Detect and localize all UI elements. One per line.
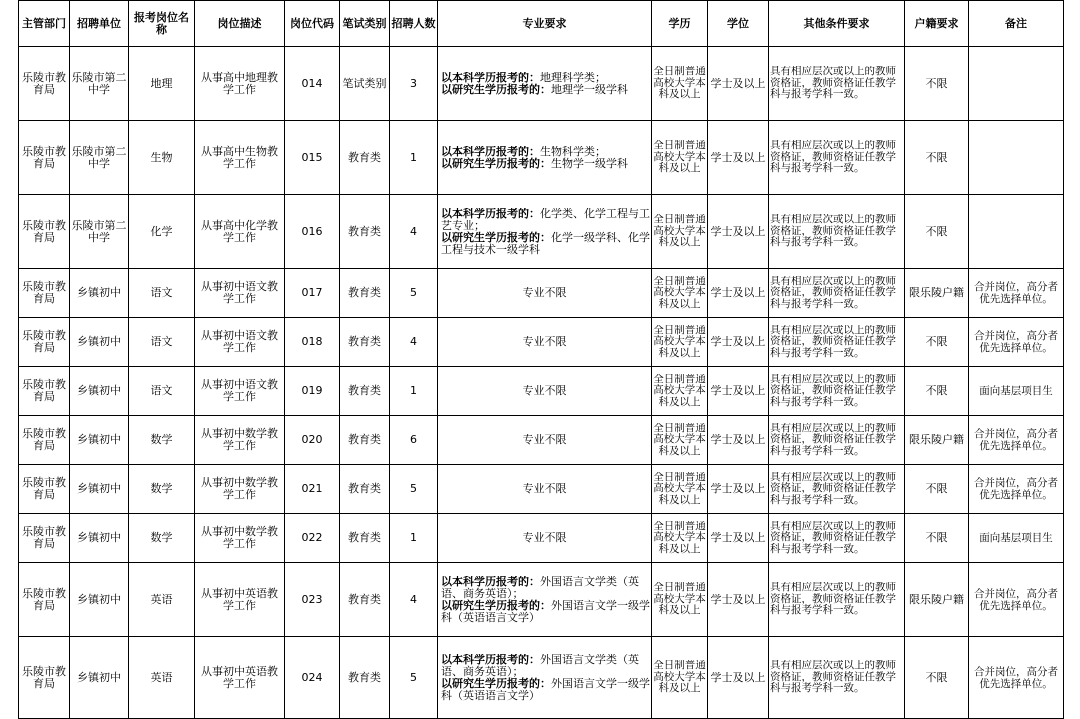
table-row [19, 367, 1064, 416]
major-text: 地理科学类； [540, 71, 606, 84]
post-cell: 语文 [129, 367, 195, 416]
hukou-cell: 不限 [905, 47, 969, 121]
edu-cell: 全日制普通高校大学本科及以上 [652, 637, 708, 719]
post-cell: 语文 [129, 269, 195, 318]
major-cell [438, 465, 652, 514]
table-row [19, 318, 1064, 367]
dept-cell: 乐陵市教育局 [19, 195, 70, 269]
count-cell: 1 [390, 367, 438, 416]
code-cell: 019 [285, 367, 340, 416]
count-cell: 3 [390, 47, 438, 121]
major-cell [438, 514, 652, 563]
desc-cell: 从事初中数学教学工作 [195, 465, 285, 514]
category-cell: 笔试类别 [340, 47, 390, 121]
other-cell: 具有相应层次或以上的教师资格证，教师资格证任教学科与报考学科一致。 [769, 121, 905, 195]
other-cell: 具有相应层次或以上的教师资格证，教师资格证任教学科与报考学科一致。 [769, 367, 905, 416]
degree-cell: 学士及以上 [708, 514, 769, 563]
remark-cell: 面向基层项目生 [969, 514, 1064, 563]
remark-cell: 合并岗位，高分者优先选择单位。 [969, 269, 1064, 318]
table-row [19, 121, 1064, 195]
dept-cell: 乐陵市教育局 [19, 121, 70, 195]
unit-cell: 乡镇初中 [70, 637, 129, 719]
degree-cell: 学士及以上 [708, 121, 769, 195]
remark-cell [969, 121, 1064, 195]
hukou-cell: 不限 [905, 637, 969, 719]
col-header: 岗位描述 [195, 1, 285, 47]
hukou-cell: 不限 [905, 465, 969, 514]
major-cell [438, 318, 652, 367]
desc-cell: 从事高中化学教学工作 [195, 195, 285, 269]
edu-cell: 全日制普通高校大学本科及以上 [652, 416, 708, 465]
other-cell: 具有相应层次或以上的教师资格证，教师资格证任教学科与报考学科一致。 [769, 465, 905, 514]
code-cell: 020 [285, 416, 340, 465]
unit-cell: 乡镇初中 [70, 367, 129, 416]
category-cell: 教育类 [340, 367, 390, 416]
degree-cell: 学士及以上 [708, 47, 769, 121]
major-text: 专业不限 [522, 532, 567, 544]
table-row [19, 416, 1064, 465]
edu-cell: 全日制普通高校大学本科及以上 [652, 465, 708, 514]
remark-cell: 合并岗位，高分者优先选择单位。 [969, 637, 1064, 719]
recruitment-table [18, 0, 1064, 719]
unit-cell: 乡镇初中 [70, 514, 129, 563]
code-cell: 016 [285, 195, 340, 269]
table-row [19, 637, 1064, 719]
major-text: 外国语言文学一级学科（英语语言文学） [441, 598, 650, 624]
dept-cell: 乐陵市教育局 [19, 465, 70, 514]
major-label: 以研究生学历报考的： [441, 676, 551, 690]
col-header: 学位 [708, 1, 769, 47]
degree-cell: 学士及以上 [708, 637, 769, 719]
remark-cell: 面向基层项目生 [969, 367, 1064, 416]
degree-cell: 学士及以上 [708, 465, 769, 514]
remark-cell: 合并岗位，高分者优先选择单位。 [969, 318, 1064, 367]
unit-cell: 乡镇初中 [70, 465, 129, 514]
table-body [19, 47, 1064, 719]
desc-cell: 从事初中数学教学工作 [195, 416, 285, 465]
table-row [19, 195, 1064, 269]
major-text: 专业不限 [522, 287, 567, 299]
major-label: 以研究生学历报考的： [441, 156, 551, 170]
remark-cell: 合并岗位，高分者优先选择单位。 [969, 563, 1064, 637]
count-cell: 4 [390, 195, 438, 269]
degree-cell: 学士及以上 [708, 318, 769, 367]
major-text: 专业不限 [522, 385, 567, 397]
code-cell: 015 [285, 121, 340, 195]
category-cell: 教育类 [340, 637, 390, 719]
major-label: 以本科学历报考的： [441, 575, 540, 588]
category-cell: 教育类 [340, 121, 390, 195]
table-row [19, 514, 1064, 563]
edu-cell: 全日制普通高校大学本科及以上 [652, 47, 708, 121]
count-cell: 5 [390, 269, 438, 318]
remark-cell: 合并岗位，高分者优先选择单位。 [969, 416, 1064, 465]
col-header: 备注 [969, 1, 1064, 47]
major-cell [438, 367, 652, 416]
category-cell: 教育类 [340, 318, 390, 367]
count-cell: 6 [390, 416, 438, 465]
major-cell [438, 416, 652, 465]
major-label: 以本科学历报考的： [441, 145, 540, 158]
degree-cell: 学士及以上 [708, 269, 769, 318]
edu-cell: 全日制普通高校大学本科及以上 [652, 269, 708, 318]
col-header: 岗位代码 [285, 1, 340, 47]
degree-cell: 学士及以上 [708, 416, 769, 465]
degree-cell: 学士及以上 [708, 563, 769, 637]
post-cell: 英语 [129, 637, 195, 719]
count-cell: 5 [390, 637, 438, 719]
major-text: 专业不限 [522, 336, 567, 348]
hukou-cell: 不限 [905, 514, 969, 563]
major-cell [438, 563, 652, 637]
edu-cell: 全日制普通高校大学本科及以上 [652, 367, 708, 416]
code-cell: 021 [285, 465, 340, 514]
major-label: 以研究生学历报考的： [441, 230, 551, 244]
remark-cell [969, 47, 1064, 121]
category-cell: 教育类 [340, 465, 390, 514]
dept-cell: 乐陵市教育局 [19, 514, 70, 563]
major-text: 生物学一级学科 [551, 156, 628, 170]
major-text: 地理学一级学科 [551, 82, 628, 96]
col-header: 笔试类别 [340, 1, 390, 47]
dept-cell: 乐陵市教育局 [19, 367, 70, 416]
unit-cell: 乐陵市第二中学 [70, 195, 129, 269]
other-cell: 具有相应层次或以上的教师资格证，教师资格证任教学科与报考学科一致。 [769, 637, 905, 719]
desc-cell: 从事初中语文教学工作 [195, 367, 285, 416]
major-label: 以本科学历报考的： [441, 653, 540, 666]
category-cell: 教育类 [340, 416, 390, 465]
count-cell: 1 [390, 514, 438, 563]
hukou-cell: 限乐陵户籍 [905, 269, 969, 318]
post-cell: 数学 [129, 465, 195, 514]
major-text: 外国语言文学类（英语、商务英语）； [441, 575, 639, 600]
other-cell: 具有相应层次或以上的教师资格证，教师资格证任教学科与报考学科一致。 [769, 269, 905, 318]
degree-cell: 学士及以上 [708, 367, 769, 416]
major-label: 以研究生学历报考的： [441, 82, 551, 96]
desc-cell: 从事初中语文教学工作 [195, 318, 285, 367]
desc-cell: 从事初中英语教学工作 [195, 563, 285, 637]
count-cell: 1 [390, 121, 438, 195]
code-cell: 023 [285, 563, 340, 637]
desc-cell: 从事初中数学教学工作 [195, 514, 285, 563]
unit-cell: 乐陵市第二中学 [70, 121, 129, 195]
col-header: 报考岗位名称 [129, 1, 195, 47]
other-cell: 具有相应层次或以上的教师资格证，教师资格证任教学科与报考学科一致。 [769, 318, 905, 367]
unit-cell: 乡镇初中 [70, 416, 129, 465]
post-cell: 数学 [129, 416, 195, 465]
other-cell: 具有相应层次或以上的教师资格证，教师资格证任教学科与报考学科一致。 [769, 514, 905, 563]
col-header: 招聘人数 [390, 1, 438, 47]
category-cell: 教育类 [340, 563, 390, 637]
dept-cell: 乐陵市教育局 [19, 47, 70, 121]
post-cell: 化学 [129, 195, 195, 269]
other-cell: 具有相应层次或以上的教师资格证，教师资格证任教学科与报考学科一致。 [769, 195, 905, 269]
edu-cell: 全日制普通高校大学本科及以上 [652, 195, 708, 269]
hukou-cell: 不限 [905, 195, 969, 269]
major-cell [438, 121, 652, 195]
table-row [19, 465, 1064, 514]
category-cell: 教育类 [340, 514, 390, 563]
table-row [19, 269, 1064, 318]
hukou-cell: 限乐陵户籍 [905, 416, 969, 465]
edu-cell: 全日制普通高校大学本科及以上 [652, 121, 708, 195]
major-text: 化学类、化学工程与工艺专业； [441, 207, 650, 232]
remark-cell: 合并岗位，高分者优先选择单位。 [969, 465, 1064, 514]
major-text: 外国语言文学类（英语、商务英语）； [441, 653, 639, 678]
post-cell: 数学 [129, 514, 195, 563]
unit-cell: 乡镇初中 [70, 563, 129, 637]
code-cell: 017 [285, 269, 340, 318]
desc-cell: 从事初中语文教学工作 [195, 269, 285, 318]
code-cell: 022 [285, 514, 340, 563]
remark-cell [969, 195, 1064, 269]
dept-cell: 乐陵市教育局 [19, 637, 70, 719]
post-cell: 地理 [129, 47, 195, 121]
other-cell: 具有相应层次或以上的教师资格证，教师资格证任教学科与报考学科一致。 [769, 47, 905, 121]
dept-cell: 乐陵市教育局 [19, 318, 70, 367]
count-cell: 4 [390, 318, 438, 367]
major-cell [438, 637, 652, 719]
other-cell: 具有相应层次或以上的教师资格证，教师资格证任教学科与报考学科一致。 [769, 563, 905, 637]
col-header: 其他条件要求 [769, 1, 905, 47]
category-cell: 教育类 [340, 269, 390, 318]
edu-cell: 全日制普通高校大学本科及以上 [652, 318, 708, 367]
table-row [19, 563, 1064, 637]
edu-cell: 全日制普通高校大学本科及以上 [652, 563, 708, 637]
post-cell: 语文 [129, 318, 195, 367]
major-text: 外国语言文学一级学科（英语语言文学） [441, 676, 650, 702]
unit-cell: 乐陵市第二中学 [70, 47, 129, 121]
unit-cell: 乡镇初中 [70, 318, 129, 367]
dept-cell: 乐陵市教育局 [19, 269, 70, 318]
col-header: 主管部门 [19, 1, 70, 47]
major-label: 以本科学历报考的： [441, 71, 540, 84]
major-text: 化学一级学科、化学工程与技术一级学科 [441, 230, 650, 256]
col-header: 专业要求 [438, 1, 652, 47]
major-text: 专业不限 [522, 434, 567, 446]
desc-cell: 从事初中英语教学工作 [195, 637, 285, 719]
code-cell: 014 [285, 47, 340, 121]
count-cell: 5 [390, 465, 438, 514]
category-cell: 教育类 [340, 195, 390, 269]
major-label: 以研究生学历报考的： [441, 598, 551, 612]
desc-cell: 从事高中地理教学工作 [195, 47, 285, 121]
code-cell: 018 [285, 318, 340, 367]
unit-cell: 乡镇初中 [70, 269, 129, 318]
major-text: 专业不限 [522, 483, 567, 495]
major-label: 以本科学历报考的： [441, 207, 540, 220]
hukou-cell: 不限 [905, 318, 969, 367]
dept-cell: 乐陵市教育局 [19, 563, 70, 637]
other-cell: 具有相应层次或以上的教师资格证，教师资格证任教学科与报考学科一致。 [769, 416, 905, 465]
major-cell [438, 195, 652, 269]
dept-cell: 乐陵市教育局 [19, 416, 70, 465]
hukou-cell: 不限 [905, 121, 969, 195]
major-cell [438, 269, 652, 318]
post-cell: 英语 [129, 563, 195, 637]
header-row [19, 1, 1064, 47]
col-header: 学历 [652, 1, 708, 47]
desc-cell: 从事高中生物教学工作 [195, 121, 285, 195]
degree-cell: 学士及以上 [708, 195, 769, 269]
hukou-cell: 不限 [905, 367, 969, 416]
col-header: 招聘单位 [70, 1, 129, 47]
edu-cell: 全日制普通高校大学本科及以上 [652, 514, 708, 563]
code-cell: 024 [285, 637, 340, 719]
count-cell: 4 [390, 563, 438, 637]
table-row [19, 47, 1064, 121]
major-cell [438, 47, 652, 121]
col-header: 户籍要求 [905, 1, 969, 47]
hukou-cell: 限乐陵户籍 [905, 563, 969, 637]
major-text: 生物科学类； [540, 145, 606, 158]
post-cell: 生物 [129, 121, 195, 195]
